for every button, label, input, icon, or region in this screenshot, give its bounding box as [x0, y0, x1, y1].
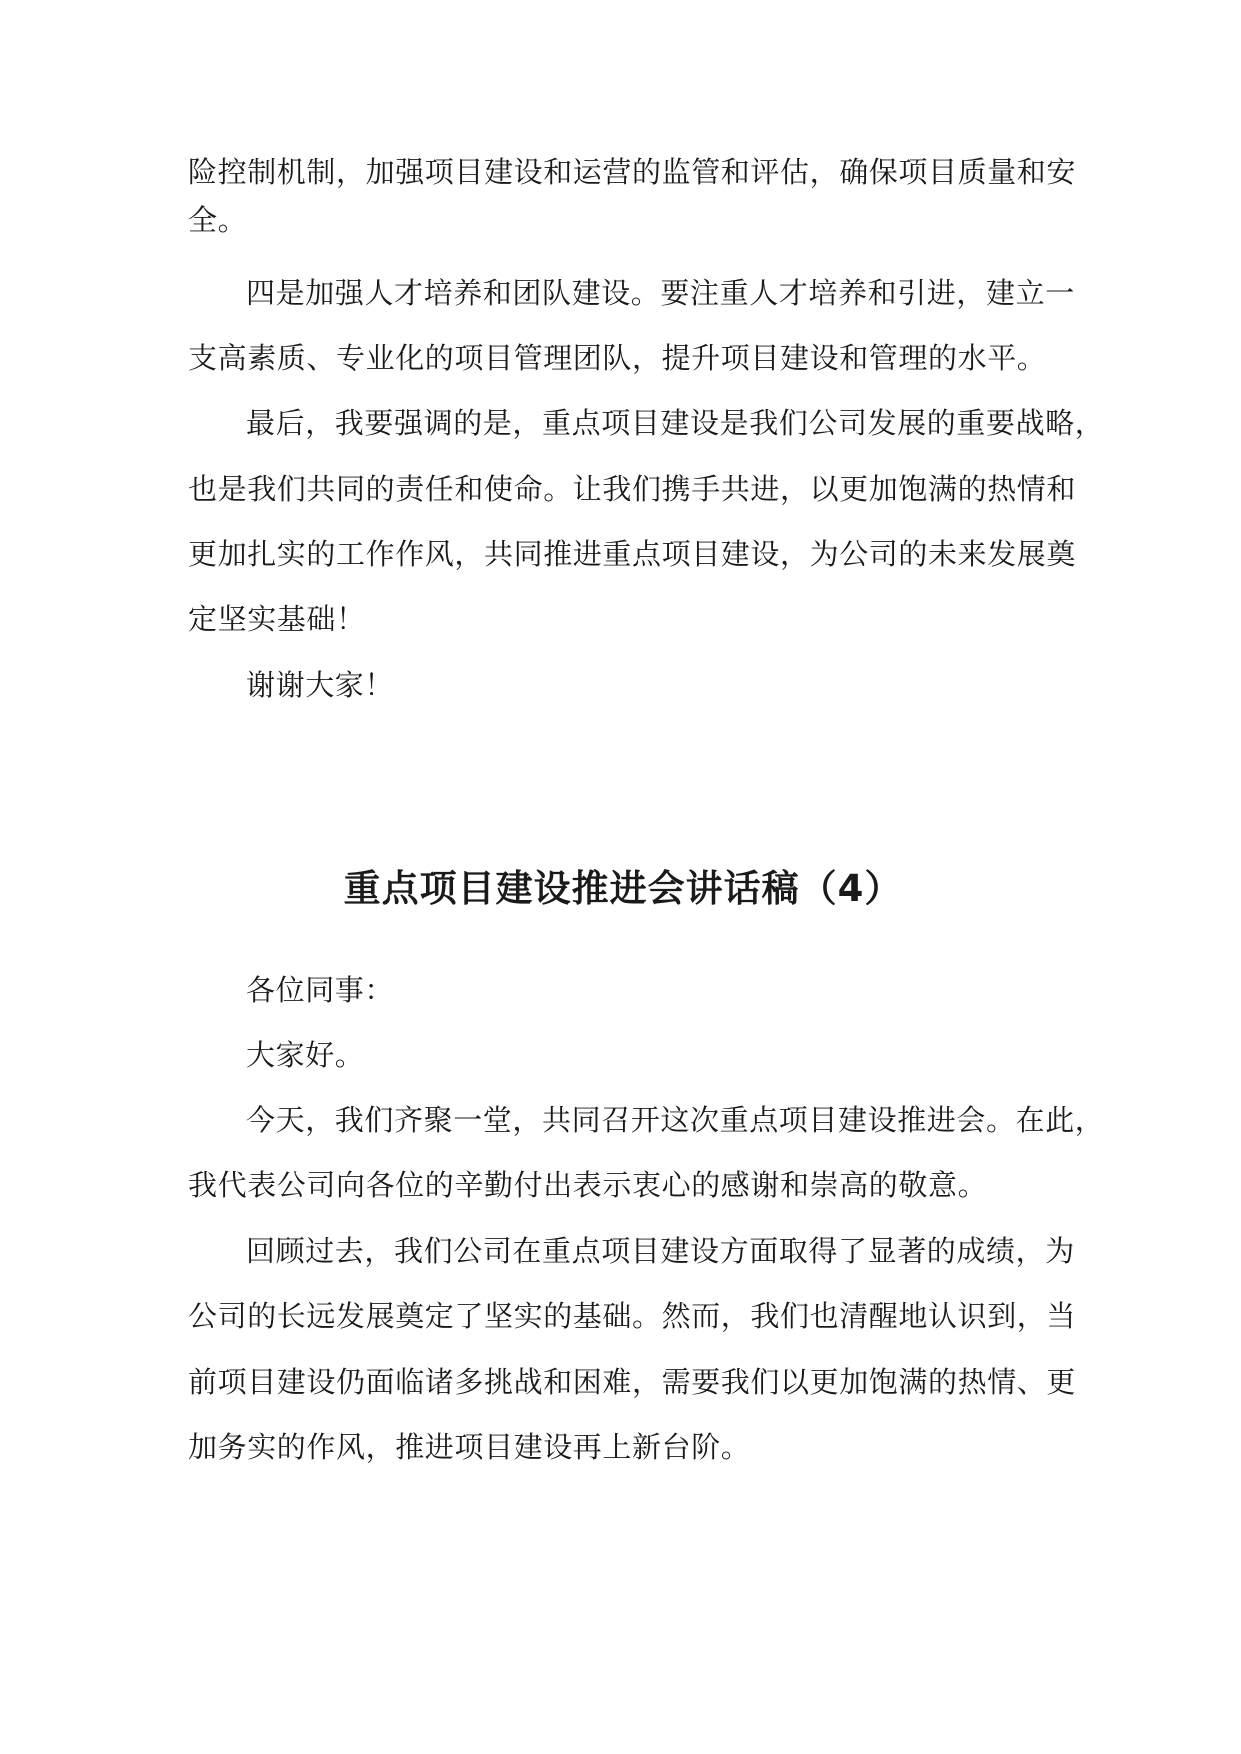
paragraph-line: 各位同事： — [246, 973, 395, 1007]
paragraph-line: 也是我们共同的责任和使命。让我们携手共进，以更加饱满的热情和 — [188, 472, 1077, 506]
paragraph-line: 险控制机制，加强项目建设和运营的监管和评估，确保项目质量和安 — [188, 155, 1077, 189]
paragraph-line: 前项目建设仍面临诸多挑战和困难，需要我们以更加饱满的热情、更 — [188, 1365, 1077, 1399]
paragraph-line: 谢谢大家！ — [246, 668, 395, 702]
paragraph-line: 最后，我要强调的是，重点项目建设是我们公司发展的重要战略， — [246, 406, 1105, 440]
paragraph-line: 我代表公司向各位的辛勤付出表示衷心的感谢和崇高的敬意。 — [188, 1168, 988, 1202]
section-title: 重点项目建设推进会讲话稿（4） — [343, 867, 903, 910]
paragraph-line: 加务实的作风，推进项目建设再上新台阶。 — [188, 1430, 751, 1464]
paragraph-line: 全。 — [188, 203, 248, 237]
paragraph-line: 四是加强人才培养和团队建设。要注重人才培养和引进，建立一 — [246, 276, 1075, 310]
paragraph-line: 大家好。 — [246, 1038, 365, 1072]
paragraph-line: 定坚实基础！ — [188, 602, 366, 636]
paragraph-line: 支高素质、专业化的项目管理团队，提升项目建设和管理的水平。 — [188, 341, 1047, 375]
paragraph-line: 今天，我们齐聚一堂，共同召开这次重点项目建设推进会。在此， — [246, 1103, 1105, 1137]
paragraph-line: 更加扎实的工作作风，共同推进重点项目建设，为公司的未来发展奠 — [188, 537, 1077, 571]
paragraph-line: 回顾过去，我们公司在重点项目建设方面取得了显著的成绩，为 — [246, 1234, 1075, 1268]
paragraph-line: 公司的长远发展奠定了坚实的基础。然而，我们也清醒地认识到，当 — [188, 1299, 1077, 1333]
